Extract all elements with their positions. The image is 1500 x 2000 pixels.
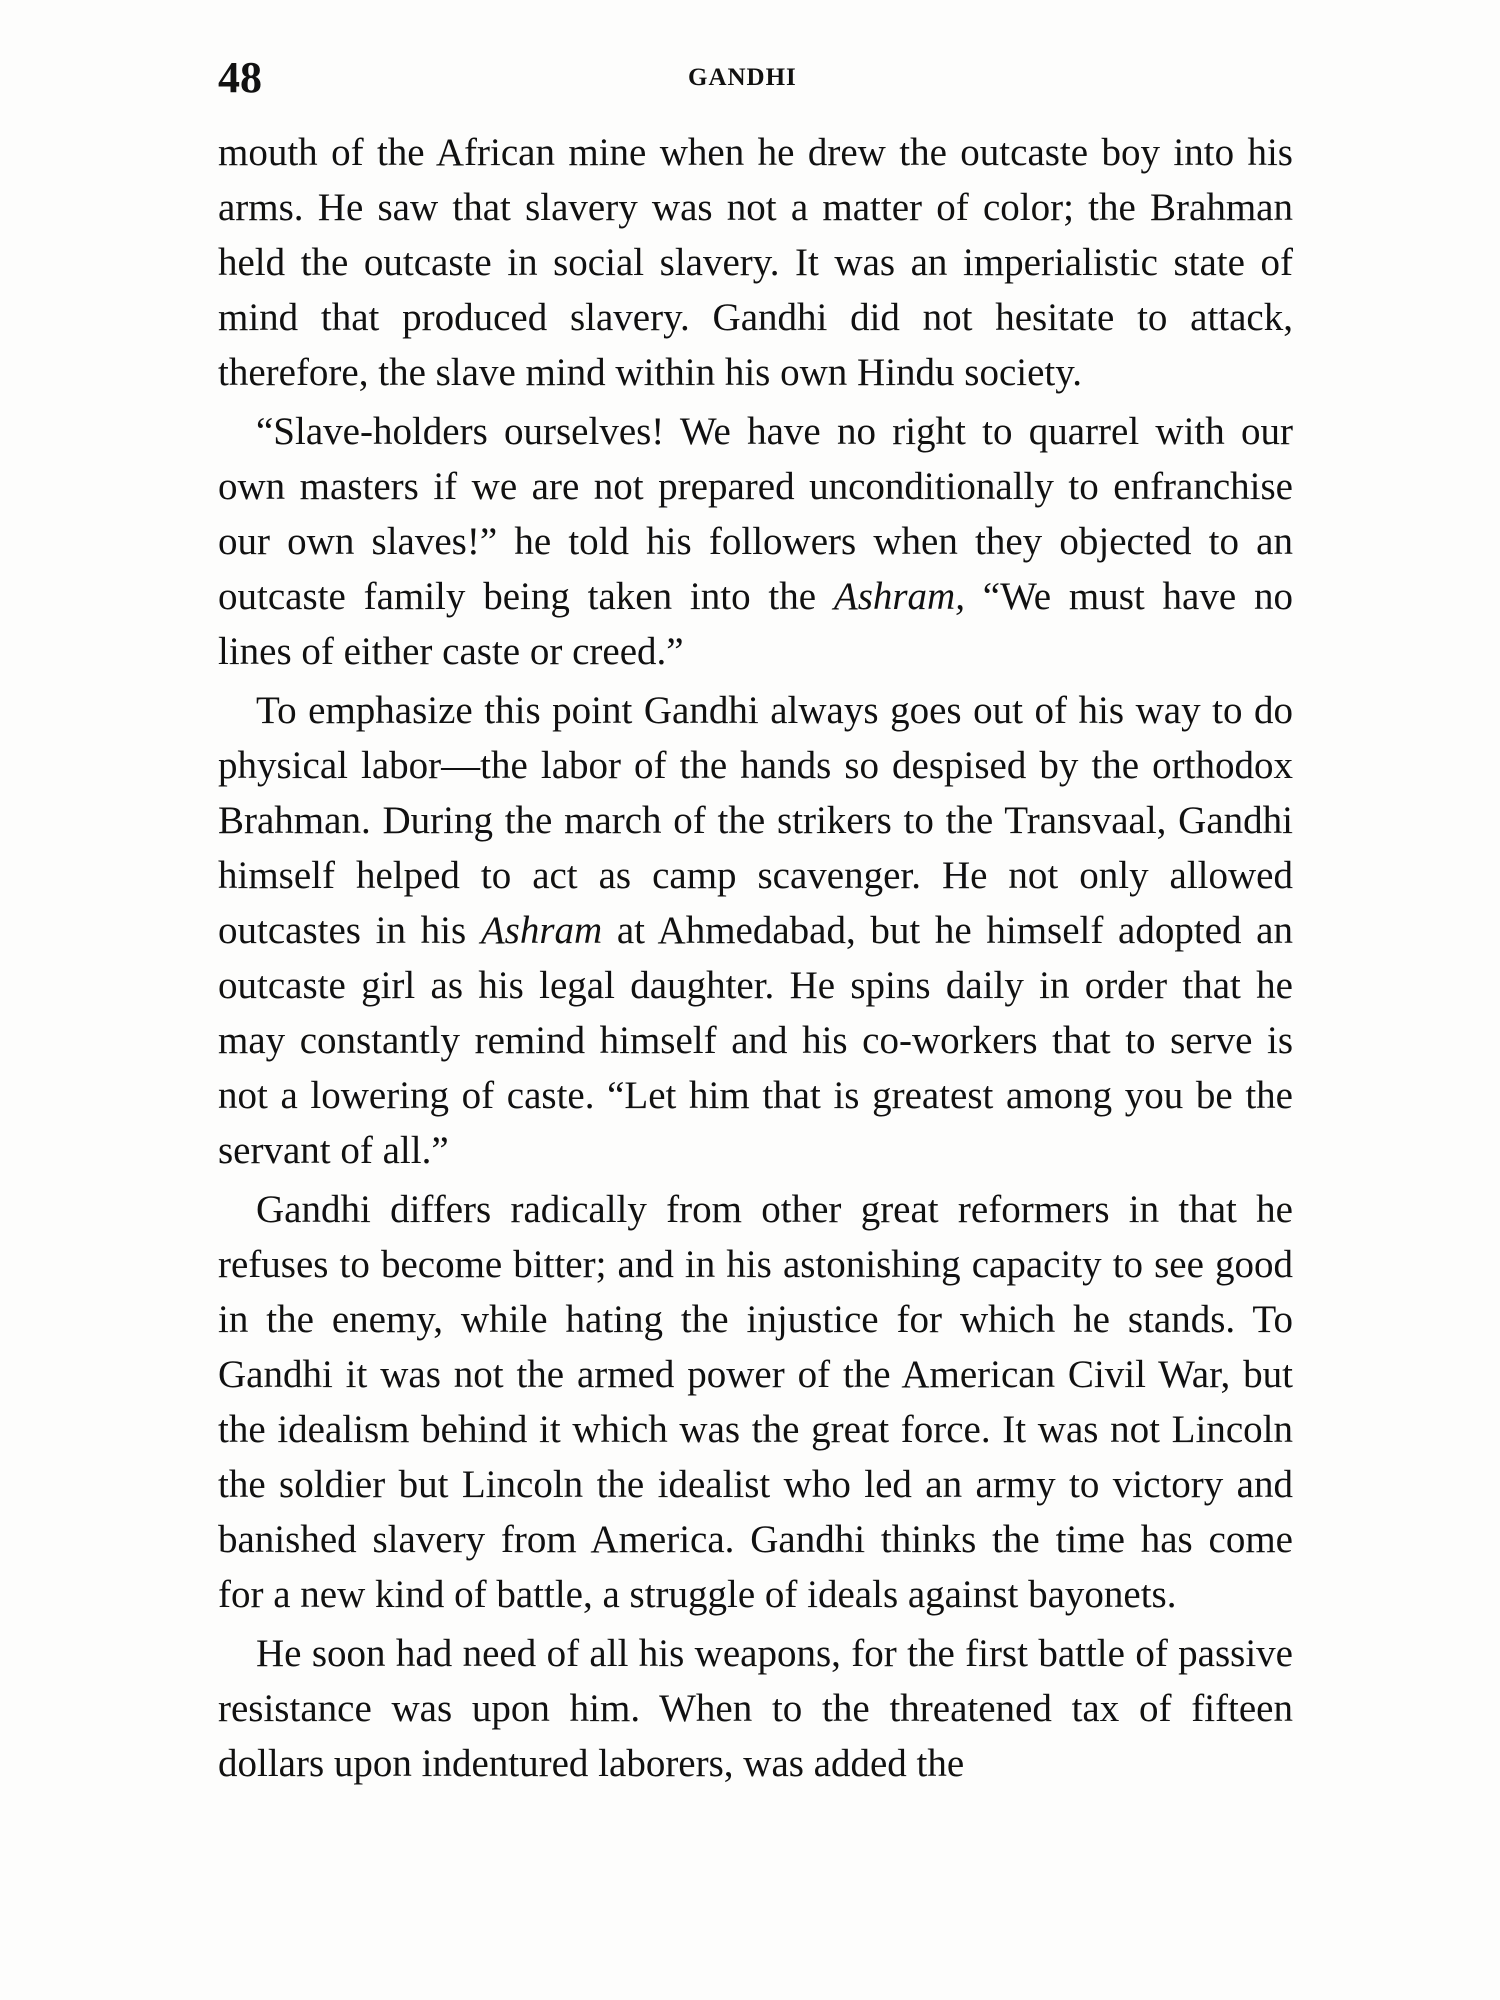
paragraph-text: Gandhi differs radically from other great reformers in that he refuses to become bitter; and in his astonishing capacity to see good in the enemy, while hating the injustice for which he stands. To Gandhi it was not the armed power of the American Civil War, but the idealism behind it which was the great force. It was not Lincoln the soldier but Lincoln the idealist who led an army to victory and banished slavery from America. Gandhi thinks the time has come for a new kind of battle, a struggle of ideals against bayonets. — [218, 1188, 1293, 1616]
page-header — [218, 48, 1293, 108]
page-number: 48 — [218, 53, 262, 102]
paragraph-text: “Slave-holders ourselves! We have no right to quarrel with our own masters if we are not prepared unconditionally to enfranchise our own slaves!” he told his followers when they objected to an outcaste family being taken into the — [218, 410, 1293, 618]
italic-term: Ashram — [480, 909, 603, 952]
italic-term: Ashram, — [833, 575, 965, 618]
running-head: GANDHI — [688, 64, 797, 91]
paragraph — [218, 1182, 1293, 1622]
paragraph-text: “We must have no lines of either caste or creed.” — [218, 575, 1293, 673]
paragraph — [218, 683, 1293, 1178]
paragraph-text: mouth of the African mine when he drew the outcaste boy into his arms. He saw that slavery was not a matter of color; the Brahman held the outcaste in social slavery. It was an imperialistic state of mind that produced slavery. Gandhi did not hesitate to attack, therefore, the slave mind within his own Hindu society. — [218, 131, 1293, 394]
paragraph — [218, 125, 1293, 400]
body-text — [218, 125, 1293, 1791]
paragraph-text: To emphasize this point Gandhi always goes out of his way to do physical labor—the labor of the hands so despised by the orthodox Brahman. During the march of the strikers to the Transvaal, Gandhi himself helped to act as camp scavenger. He not only allowed outcastes in his — [218, 689, 1293, 952]
paragraph — [218, 404, 1293, 679]
paragraph-text: at Ahmedabad, but he himself adopted an outcaste girl as his legal daughter. He spins daily in order that he may constantly remind himself and his co-workers that to serve is not a lowering of caste. “Let him that is greatest among you be the servant of all.” — [218, 909, 1293, 1172]
paragraph — [218, 1626, 1293, 1791]
paragraph-text: He soon had need of all his weapons, for the first battle of passive resistance was upon him. When to the threatened tax of fifteen dollars upon indentured laborers, was added the — [218, 1632, 1293, 1785]
